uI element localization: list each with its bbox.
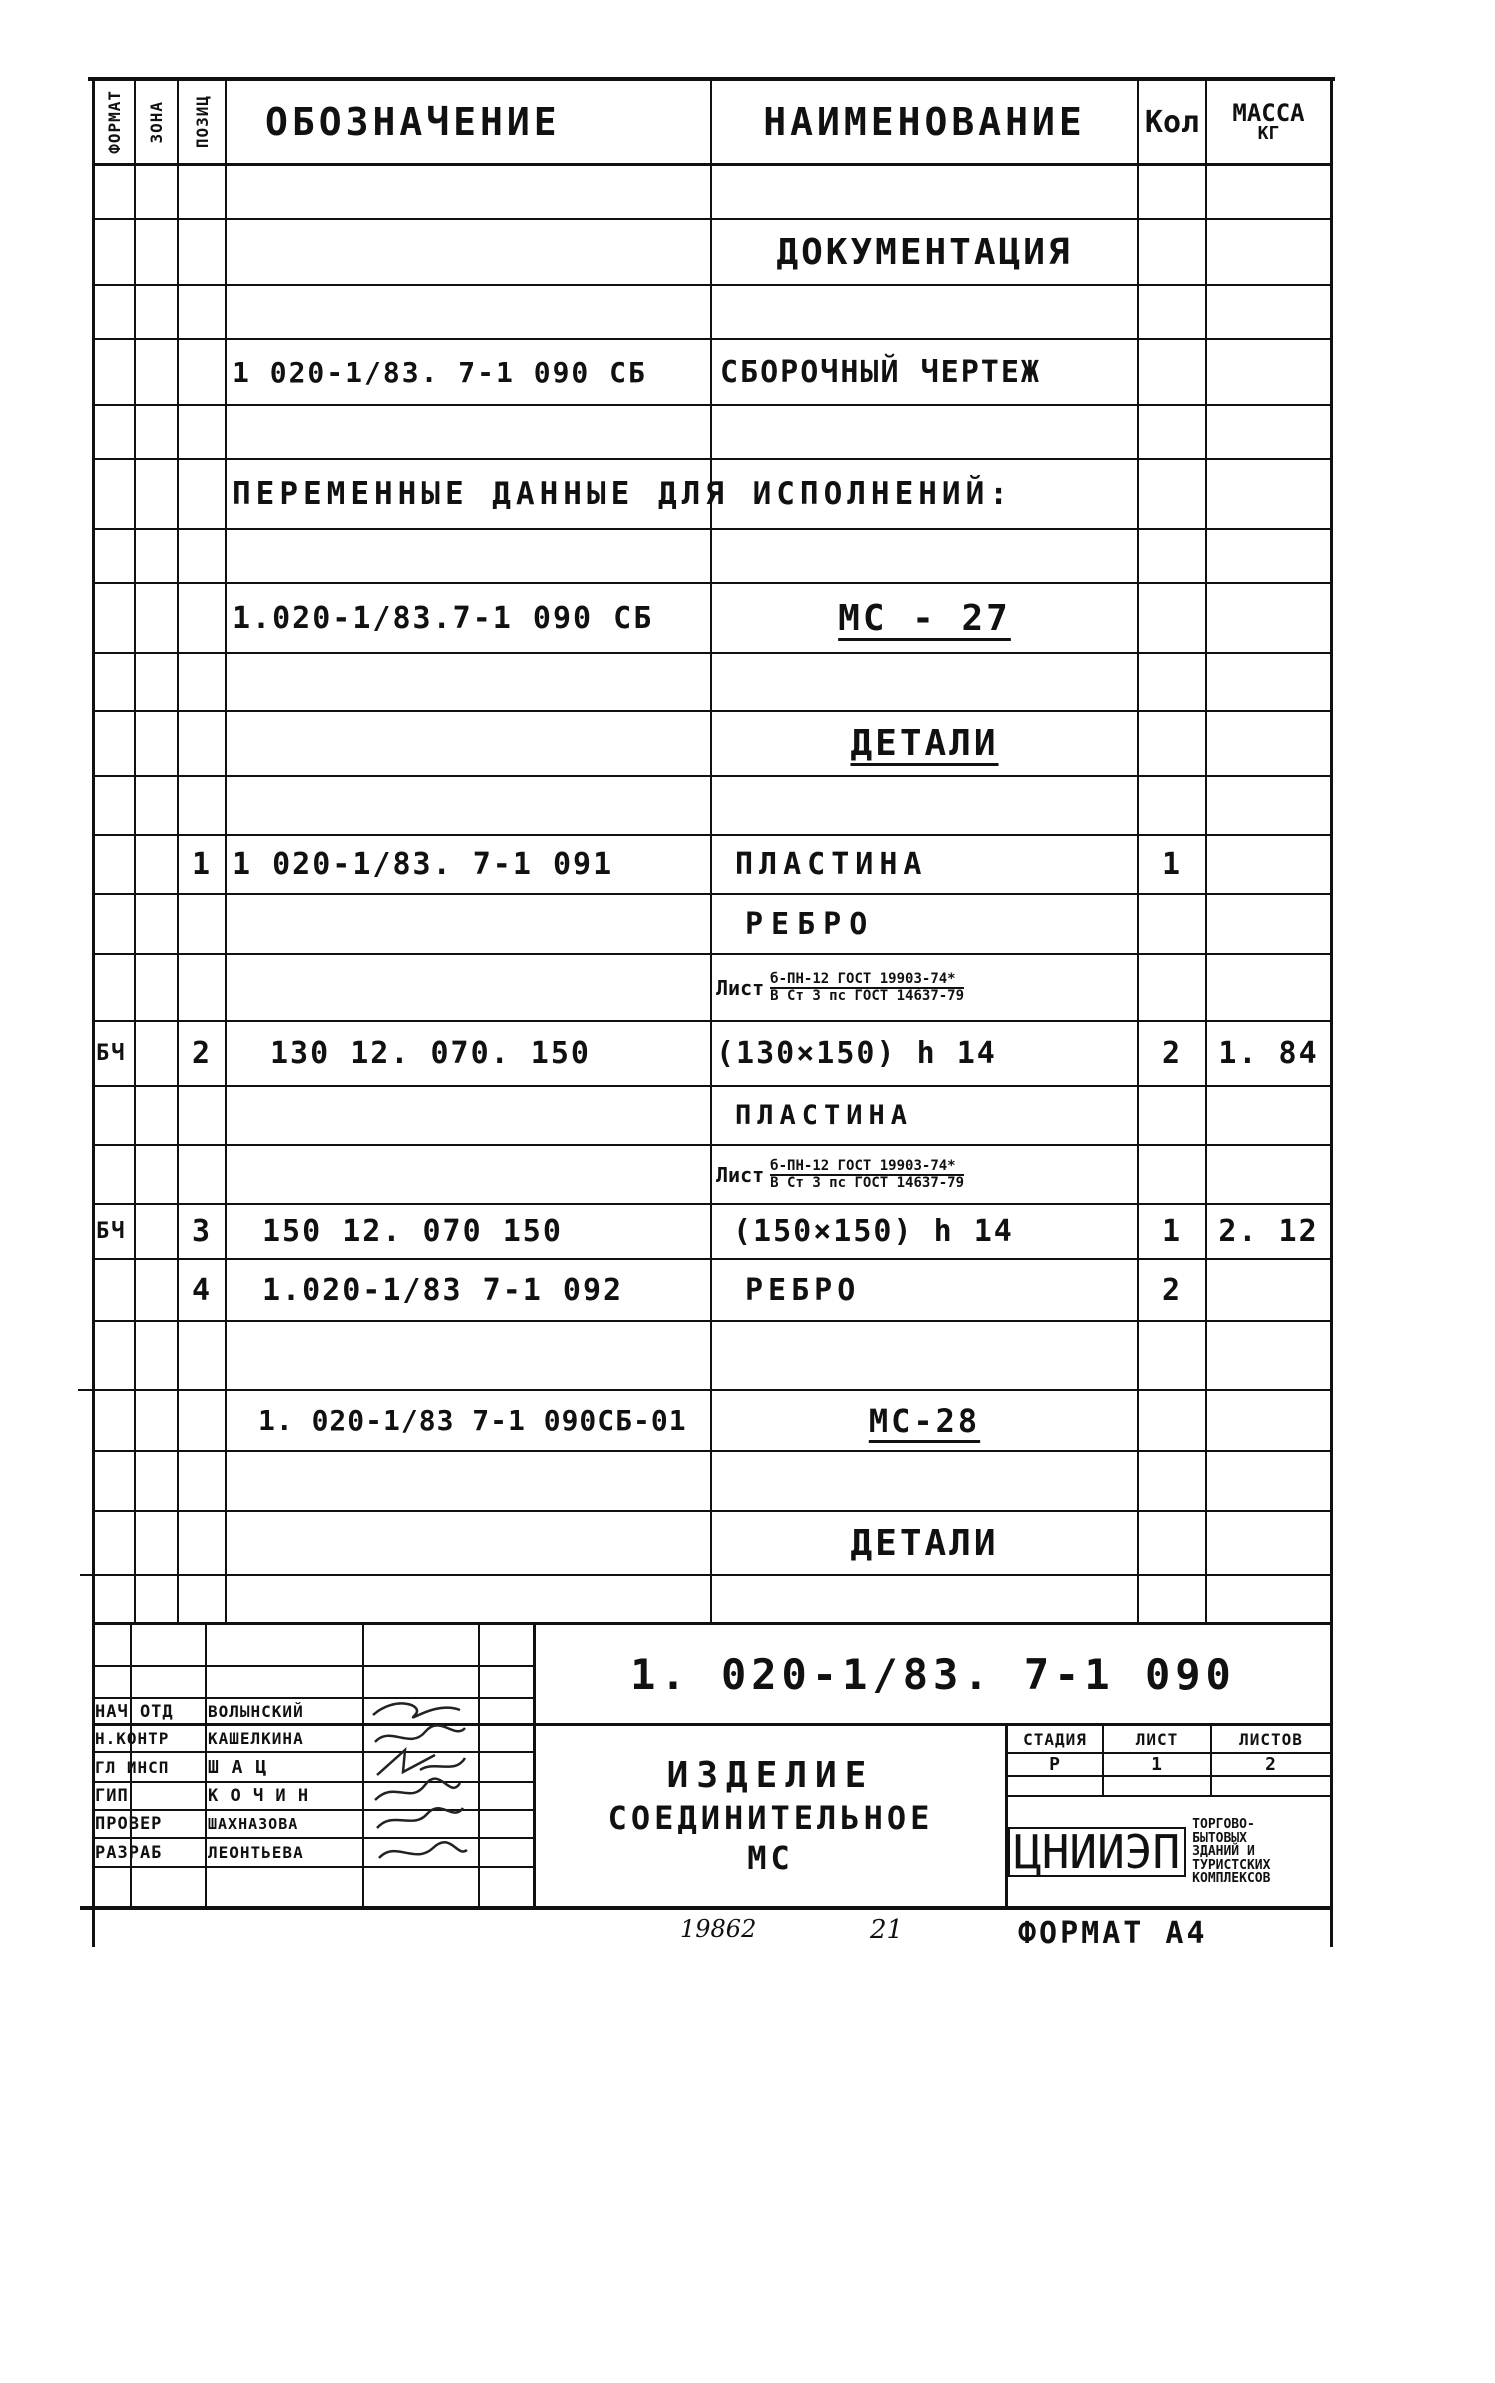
sheets-label: ЛИСТОВ [1239,1730,1303,1749]
role-5: ПРОВЕР [95,1814,163,1834]
section-details-1: ДЕТАЛИ [850,723,999,764]
pos2-name: (130×150) h 14 [716,1036,997,1071]
pos3-name: (150×150) h 14 [733,1214,1014,1249]
pos4-name: РЕБРО [745,1272,861,1308]
header-name: НАИМЕНОВАНИЕ [763,100,1086,144]
role-6: РАЗРАБ [95,1842,163,1863]
stage-value: Р [1049,1754,1061,1775]
pos2-format: БЧ [96,1041,127,1066]
pos3-mass: 2. 12 [1218,1214,1319,1249]
pos4-qty: 2 [1161,1272,1183,1308]
pos1-number: 1 [191,847,213,882]
role-1: НАЧ ОТД [95,1701,174,1722]
pos2-mass: 1. 84 [1218,1036,1319,1071]
pos2-qty: 2 [1161,1036,1183,1071]
section-details-2: ДЕТАЛИ [850,1522,999,1564]
organization: ЦНИИЭП ТОРГОВО- БЫТОВЫХ ЗДАНИЙ И ТУРИСТСКИХ КОМПЛЕКСОВ [1008,1798,1330,1906]
inventory-number: 19862 [680,1915,757,1943]
pos1-qty: 1 [1161,847,1183,882]
name-2: КАШЕЛКИНА [208,1729,304,1748]
variant2-name: МС-28 [868,1401,981,1440]
page-number: 21 [870,1915,904,1945]
pos2-code: 130 12. 070. 150 [270,1036,591,1071]
name-1: ВОЛЫНСКИЙ [208,1702,304,1721]
header-position: ПОЗИЦ [192,95,212,149]
title-block-bottom [80,1906,1333,1910]
rib-name: РЕБРО [745,906,876,942]
doc-code: 1. 020-1/83. 7-1 090 [630,1649,1236,1699]
sheet-value: 1 [1151,1754,1163,1775]
pos3-code: 150 12. 070 150 [262,1214,563,1249]
org-logo-text: ЦНИИЭП [1008,1827,1186,1877]
pos3-format: БЧ [96,1219,127,1244]
header-mass: МАССА КГ [1232,99,1305,144]
format-label: ФОРМАТ А4 [1018,1916,1208,1951]
variant2-code: 1. 020-1/83 7-1 090СБ-01 [258,1404,687,1437]
table-right-border [1330,77,1333,1947]
variable-data-heading: ПЕРЕМЕННЫЕ ДАННЫЕ ДЛЯ ИСПОЛНЕНИЙ: [232,476,1013,512]
sheet-spec-1: Лист б-ПН-12 ГОСТ 19903-74* В Ст 3 пс ГОСТ 14637-79 [716,970,965,1004]
pos3-number: 3 [191,1214,213,1249]
name-5: ШАХНАЗОВА [208,1815,299,1833]
header-zone: ЗОНА [147,100,166,144]
sheet-spec-2: Лист б-ПН-12 ГОСТ 19903-74* В Ст 3 пс ГОСТ 14637-79 [716,1157,965,1191]
pos4-code: 1.020-1/83 7-1 092 [262,1272,624,1308]
assembly-name: СБОРОЧНЫЙ ЧЕРТЕЖ [720,354,1041,390]
pos1-code: 1 020-1/83. 7-1 091 [232,847,614,882]
role-3: ГЛ ИНСП [95,1757,170,1777]
header-format: ФОРМАТ [105,90,124,154]
header-designation: ОБОЗНАЧЕНИЕ [265,100,561,144]
assembly-code: 1 020-1/83. 7-1 090 СБ [232,355,647,389]
header-qty: Кол [1144,104,1200,140]
pos1-name: ПЛАСТИНА [735,847,928,882]
variant1-name: МС - 27 [838,597,1011,639]
section-documentation: ДОКУМЕНТАЦИЯ [776,231,1073,273]
product-title: ИЗДЕЛИЕ СОЕДИНИТЕЛЬНОЕ МС [607,1755,934,1877]
pos3-qty: 1 [1161,1214,1183,1249]
plate2-name: ПЛАСТИНА [735,1100,914,1131]
stage-label: СТАДИЯ [1023,1730,1087,1749]
role-2: Н.КОНТР [95,1729,170,1748]
sheet-label: ЛИСТ [1135,1730,1179,1749]
pos2-number: 2 [191,1036,213,1071]
name-3: Ш А Ц [208,1756,268,1778]
sheets-value: 2 [1265,1754,1277,1775]
role-4: ГИП [95,1786,129,1806]
header-bottom-line [92,163,1332,166]
name-6: ЛЕОНТЬЕВА [208,1843,304,1862]
name-4: К О Ч И Н [208,1786,310,1806]
variant1-code: 1.020-1/83.7-1 090 СБ [232,600,654,636]
signatures [365,1680,477,1890]
pos4-number: 4 [191,1272,213,1308]
